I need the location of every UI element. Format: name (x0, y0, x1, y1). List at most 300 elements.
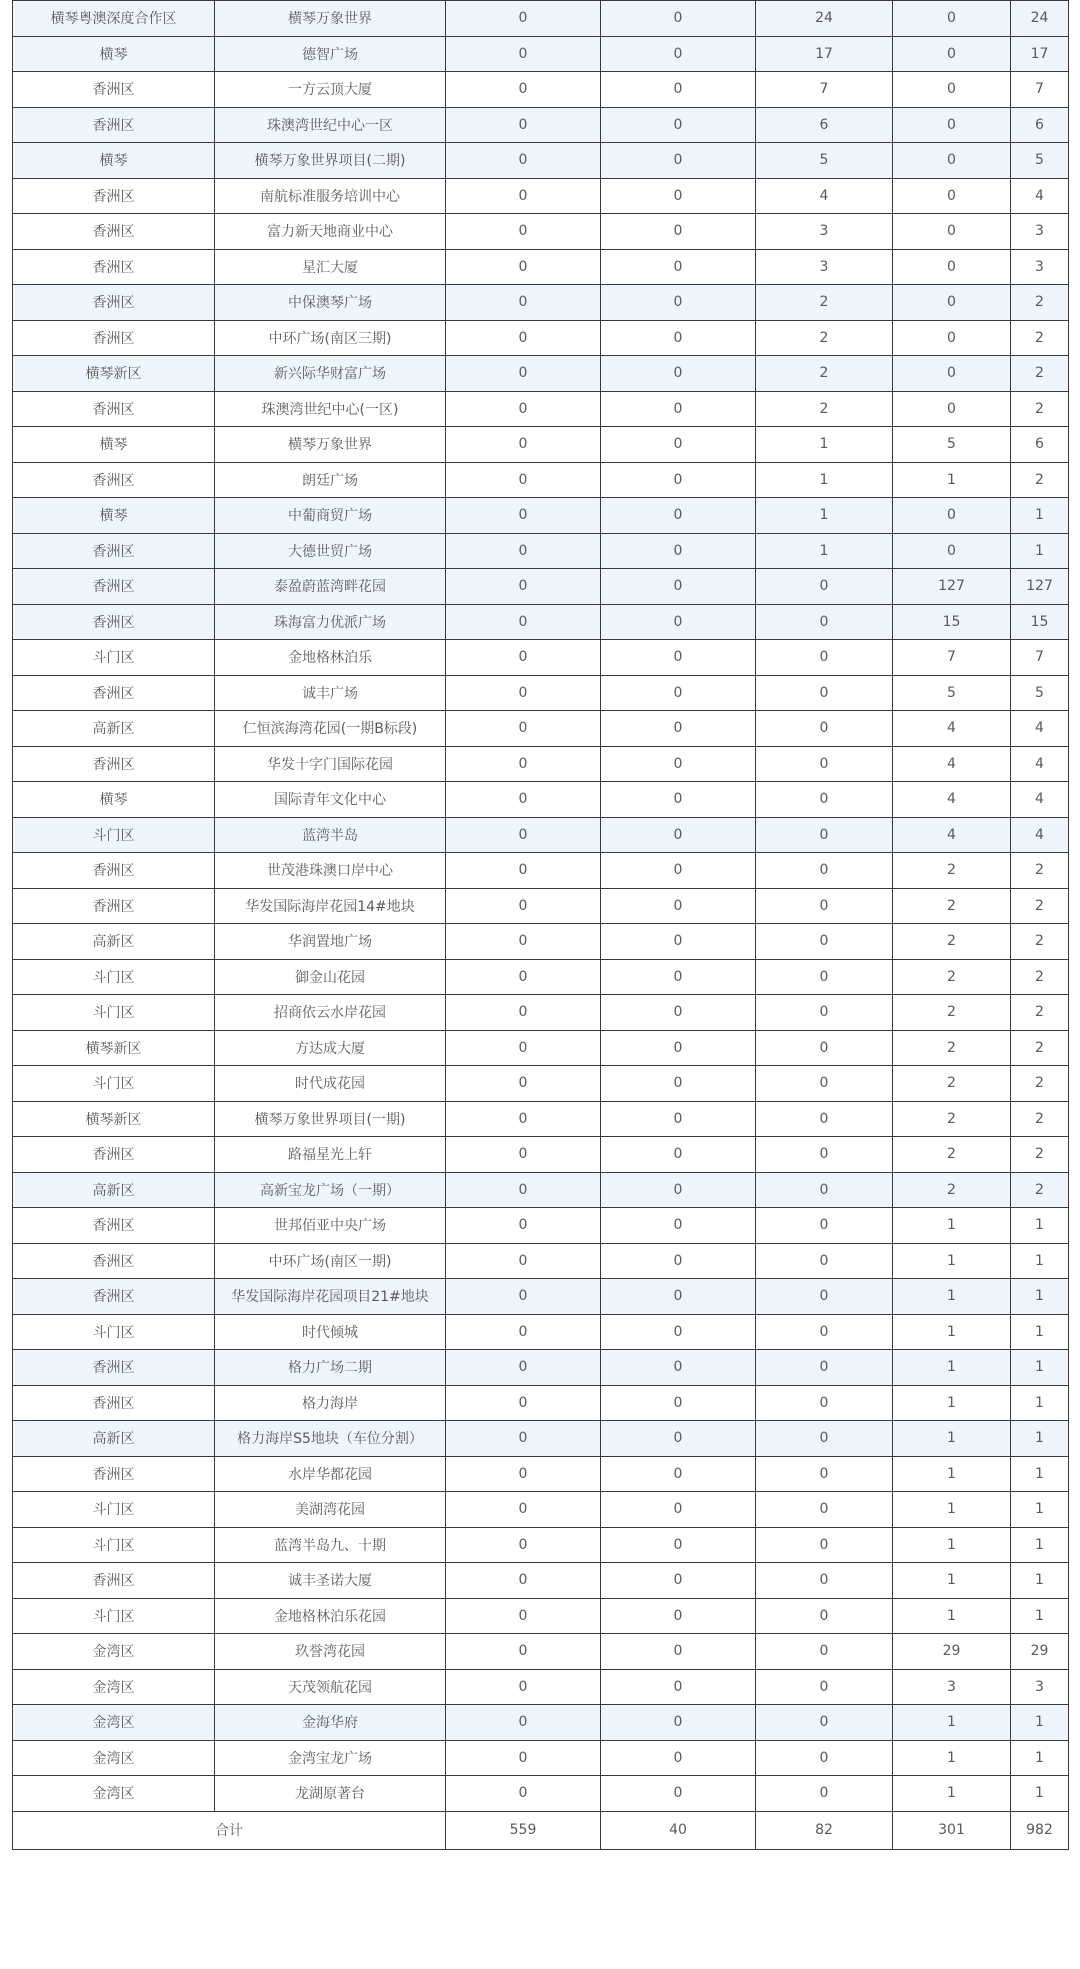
value-col-3-cell: 0 (756, 1705, 893, 1741)
table-row (13, 1598, 1069, 1634)
total-value-col-4-cell: 301 (893, 1811, 1011, 1849)
table-row (13, 817, 1069, 853)
value-col-3-cell: 0 (756, 1456, 893, 1492)
value-col-3-cell: 0 (756, 1208, 893, 1244)
value-col-3-cell: 0 (756, 924, 893, 960)
district-cell: 斗门区 (13, 1598, 215, 1634)
value-col-3-cell: 0 (756, 1101, 893, 1137)
project-cell: 格力广场二期 (215, 1350, 446, 1386)
table-row (13, 356, 1069, 392)
value-col-1-cell: 0 (446, 391, 601, 427)
value-col-5-cell: 1 (1011, 1527, 1069, 1563)
total-row (13, 1811, 1069, 1849)
district-cell: 横琴 (13, 498, 215, 534)
value-col-1-cell: 0 (446, 72, 601, 108)
value-col-4-cell: 127 (893, 569, 1011, 605)
value-col-3-cell: 0 (756, 1740, 893, 1776)
value-col-1-cell: 0 (446, 1243, 601, 1279)
district-cell: 香洲区 (13, 675, 215, 711)
district-cell: 横琴 (13, 782, 215, 818)
project-cell: 世邦佰亚中央广场 (215, 1208, 446, 1244)
value-col-3-cell: 0 (756, 995, 893, 1031)
value-col-3-cell: 1 (756, 533, 893, 569)
table-row (13, 1492, 1069, 1528)
project-cell: 南航标准服务培训中心 (215, 178, 446, 214)
value-col-1-cell: 0 (446, 1705, 601, 1741)
value-col-2-cell: 0 (601, 1208, 756, 1244)
value-col-5-cell: 2 (1011, 1137, 1069, 1173)
project-cell: 华发国际海岸花园项目21#地块 (215, 1279, 446, 1315)
district-cell: 香洲区 (13, 1563, 215, 1599)
value-col-3-cell: 0 (756, 1385, 893, 1421)
value-col-2-cell: 0 (601, 1776, 756, 1812)
value-col-4-cell: 2 (893, 888, 1011, 924)
value-col-4-cell: 5 (893, 675, 1011, 711)
value-col-3-cell: 0 (756, 1243, 893, 1279)
value-col-1-cell: 0 (446, 1740, 601, 1776)
table-row (13, 1172, 1069, 1208)
district-cell: 金湾区 (13, 1669, 215, 1705)
value-col-1-cell: 0 (446, 569, 601, 605)
district-cell: 斗门区 (13, 995, 215, 1031)
project-cell: 华发国际海岸花园14#地块 (215, 888, 446, 924)
value-col-1-cell: 0 (446, 746, 601, 782)
value-col-3-cell: 0 (756, 1421, 893, 1457)
table-row (13, 1030, 1069, 1066)
value-col-2-cell: 0 (601, 36, 756, 72)
project-cell: 仁恒滨海湾花园(一期B标段) (215, 711, 446, 747)
value-col-1-cell: 0 (446, 1208, 601, 1244)
value-col-1-cell: 0 (446, 178, 601, 214)
value-col-3-cell: 7 (756, 72, 893, 108)
value-col-4-cell: 1 (893, 1456, 1011, 1492)
value-col-1-cell: 0 (446, 1030, 601, 1066)
value-col-2-cell: 0 (601, 1421, 756, 1457)
value-col-4-cell: 1 (893, 462, 1011, 498)
value-col-4-cell: 2 (893, 959, 1011, 995)
value-col-2-cell: 0 (601, 888, 756, 924)
project-cell: 格力海岸S5地块（车位分割） (215, 1421, 446, 1457)
table-row (13, 249, 1069, 285)
value-col-5-cell: 2 (1011, 959, 1069, 995)
project-cell: 金地格林泊乐 (215, 640, 446, 676)
value-col-2-cell: 0 (601, 959, 756, 995)
project-cell: 一方云顶大厦 (215, 72, 446, 108)
district-cell: 香洲区 (13, 249, 215, 285)
project-cell: 时代倾城 (215, 1314, 446, 1350)
value-col-2-cell: 0 (601, 427, 756, 463)
value-col-4-cell: 7 (893, 640, 1011, 676)
table-row (13, 1705, 1069, 1741)
value-col-1-cell: 0 (446, 1776, 601, 1812)
value-col-1-cell: 0 (446, 107, 601, 143)
district-cell: 斗门区 (13, 640, 215, 676)
value-col-5-cell: 2 (1011, 1030, 1069, 1066)
table-row (13, 320, 1069, 356)
value-col-2-cell: 0 (601, 1598, 756, 1634)
value-col-1-cell: 0 (446, 320, 601, 356)
project-cell: 美湖湾花园 (215, 1492, 446, 1528)
value-col-2-cell: 0 (601, 1314, 756, 1350)
project-cell: 横琴万象世界项目(一期) (215, 1101, 446, 1137)
value-col-4-cell: 0 (893, 533, 1011, 569)
value-col-1-cell: 0 (446, 36, 601, 72)
value-col-3-cell: 0 (756, 675, 893, 711)
table-row (13, 1350, 1069, 1386)
value-col-5-cell: 2 (1011, 995, 1069, 1031)
value-col-5-cell: 4 (1011, 711, 1069, 747)
value-col-5-cell: 7 (1011, 72, 1069, 108)
project-cell: 诚丰圣诺大厦 (215, 1563, 446, 1599)
value-col-4-cell: 2 (893, 853, 1011, 889)
value-col-5-cell: 1 (1011, 1385, 1069, 1421)
value-col-5-cell: 2 (1011, 853, 1069, 889)
project-cell: 中保澳琴广场 (215, 285, 446, 321)
value-col-3-cell: 0 (756, 604, 893, 640)
project-cell: 华发十字门国际花园 (215, 746, 446, 782)
district-cell: 斗门区 (13, 817, 215, 853)
value-col-2-cell: 0 (601, 1066, 756, 1102)
value-col-1-cell: 0 (446, 1421, 601, 1457)
project-cell: 蓝湾半岛九、十期 (215, 1527, 446, 1563)
value-col-3-cell: 0 (756, 853, 893, 889)
value-col-3-cell: 3 (756, 214, 893, 250)
project-cell: 高新宝龙广场（一期） (215, 1172, 446, 1208)
total-value-col-3-cell: 82 (756, 1811, 893, 1849)
value-col-4-cell: 5 (893, 427, 1011, 463)
value-col-1-cell: 0 (446, 1563, 601, 1599)
value-col-3-cell: 0 (756, 640, 893, 676)
value-col-4-cell: 0 (893, 1, 1011, 37)
district-cell: 香洲区 (13, 462, 215, 498)
table-row (13, 1456, 1069, 1492)
project-cell: 路福星光上轩 (215, 1137, 446, 1173)
value-col-2-cell: 0 (601, 356, 756, 392)
project-cell: 泰盈蔚蓝湾畔花园 (215, 569, 446, 605)
value-col-4-cell: 4 (893, 817, 1011, 853)
project-cell: 大德世贸广场 (215, 533, 446, 569)
district-cell: 香洲区 (13, 391, 215, 427)
value-col-5-cell: 1 (1011, 1563, 1069, 1599)
project-cell: 华润置地广场 (215, 924, 446, 960)
district-cell: 横琴粤澳深度合作区 (13, 1, 215, 37)
value-col-3-cell: 2 (756, 320, 893, 356)
project-cell: 御金山花园 (215, 959, 446, 995)
district-cell: 香洲区 (13, 72, 215, 108)
table-row (13, 1421, 1069, 1457)
value-col-4-cell: 0 (893, 356, 1011, 392)
value-col-1-cell: 0 (446, 1066, 601, 1102)
table-row (13, 569, 1069, 605)
value-col-5-cell: 1 (1011, 533, 1069, 569)
table-row (13, 782, 1069, 818)
district-cell: 金湾区 (13, 1740, 215, 1776)
value-col-4-cell: 2 (893, 1137, 1011, 1173)
project-cell: 中葡商贸广场 (215, 498, 446, 534)
table-row (13, 178, 1069, 214)
value-col-5-cell: 7 (1011, 640, 1069, 676)
value-col-1-cell: 0 (446, 249, 601, 285)
value-col-1-cell: 0 (446, 1137, 601, 1173)
value-col-1-cell: 0 (446, 1456, 601, 1492)
table-row (13, 427, 1069, 463)
value-col-4-cell: 1 (893, 1527, 1011, 1563)
value-col-3-cell: 0 (756, 1066, 893, 1102)
value-col-5-cell: 2 (1011, 320, 1069, 356)
project-cell: 国际青年文化中心 (215, 782, 446, 818)
project-cell: 天茂领航花园 (215, 1669, 446, 1705)
total-value-col-2-cell: 40 (601, 1811, 756, 1849)
table-row (13, 640, 1069, 676)
value-col-3-cell: 0 (756, 1350, 893, 1386)
project-cell: 金湾宝龙广场 (215, 1740, 446, 1776)
project-cell: 方达成大厦 (215, 1030, 446, 1066)
value-col-2-cell: 0 (601, 782, 756, 818)
project-cell: 中环广场(南区三期) (215, 320, 446, 356)
value-col-1-cell: 0 (446, 462, 601, 498)
value-col-2-cell: 0 (601, 604, 756, 640)
value-col-5-cell: 3 (1011, 214, 1069, 250)
value-col-5-cell: 29 (1011, 1634, 1069, 1670)
value-col-2-cell: 0 (601, 995, 756, 1031)
value-col-4-cell: 3 (893, 1669, 1011, 1705)
value-col-5-cell: 6 (1011, 427, 1069, 463)
data-sheet (12, 0, 1068, 1850)
value-col-5-cell: 2 (1011, 1101, 1069, 1137)
value-col-4-cell: 0 (893, 498, 1011, 534)
project-cell: 诚丰广场 (215, 675, 446, 711)
value-col-4-cell: 1 (893, 1776, 1011, 1812)
value-col-4-cell: 1 (893, 1314, 1011, 1350)
value-col-4-cell: 0 (893, 107, 1011, 143)
value-col-3-cell: 2 (756, 391, 893, 427)
value-col-2-cell: 0 (601, 285, 756, 321)
value-col-2-cell: 0 (601, 320, 756, 356)
table-row (13, 1527, 1069, 1563)
district-cell: 高新区 (13, 1421, 215, 1457)
table-row (13, 675, 1069, 711)
district-cell: 香洲区 (13, 853, 215, 889)
project-cell: 珠海富力优派广场 (215, 604, 446, 640)
table-row (13, 1740, 1069, 1776)
table-row (13, 72, 1069, 108)
table-row (13, 214, 1069, 250)
value-col-4-cell: 2 (893, 995, 1011, 1031)
table-row (13, 462, 1069, 498)
value-col-4-cell: 0 (893, 143, 1011, 179)
value-col-2-cell: 0 (601, 1350, 756, 1386)
value-col-1-cell: 0 (446, 498, 601, 534)
table-row (13, 746, 1069, 782)
value-col-4-cell: 1 (893, 1740, 1011, 1776)
district-cell: 横琴新区 (13, 1101, 215, 1137)
value-col-2-cell: 0 (601, 1563, 756, 1599)
value-col-4-cell: 0 (893, 214, 1011, 250)
value-col-2-cell: 0 (601, 178, 756, 214)
value-col-5-cell: 2 (1011, 888, 1069, 924)
project-cell: 珠澳湾世纪中心(一区) (215, 391, 446, 427)
value-col-1-cell: 0 (446, 1492, 601, 1528)
value-col-3-cell: 0 (756, 711, 893, 747)
value-col-5-cell: 1 (1011, 1314, 1069, 1350)
value-col-5-cell: 2 (1011, 1066, 1069, 1102)
value-col-5-cell: 1 (1011, 1776, 1069, 1812)
value-col-3-cell: 0 (756, 569, 893, 605)
value-col-4-cell: 1 (893, 1421, 1011, 1457)
value-col-2-cell: 0 (601, 817, 756, 853)
total-value-col-5-cell: 982 (1011, 1811, 1069, 1849)
district-cell: 斗门区 (13, 1066, 215, 1102)
table-row (13, 143, 1069, 179)
value-col-5-cell: 127 (1011, 569, 1069, 605)
value-col-4-cell: 1 (893, 1385, 1011, 1421)
value-col-1-cell: 0 (446, 1385, 601, 1421)
table-row (13, 1066, 1069, 1102)
district-cell: 香洲区 (13, 320, 215, 356)
value-col-5-cell: 1 (1011, 1456, 1069, 1492)
value-col-2-cell: 0 (601, 1243, 756, 1279)
value-col-2-cell: 0 (601, 1492, 756, 1528)
value-col-5-cell: 1 (1011, 1740, 1069, 1776)
value-col-5-cell: 17 (1011, 36, 1069, 72)
district-cell: 香洲区 (13, 1279, 215, 1315)
value-col-2-cell: 0 (601, 853, 756, 889)
value-col-4-cell: 1 (893, 1563, 1011, 1599)
value-col-2-cell: 0 (601, 107, 756, 143)
table-row (13, 1314, 1069, 1350)
project-cell: 时代成花园 (215, 1066, 446, 1102)
district-cell: 香洲区 (13, 888, 215, 924)
value-col-2-cell: 0 (601, 1634, 756, 1670)
district-cell: 金湾区 (13, 1705, 215, 1741)
value-col-5-cell: 2 (1011, 924, 1069, 960)
table-row (13, 924, 1069, 960)
value-col-3-cell: 2 (756, 285, 893, 321)
value-col-3-cell: 4 (756, 178, 893, 214)
value-col-1-cell: 0 (446, 1598, 601, 1634)
value-col-2-cell: 0 (601, 143, 756, 179)
value-col-5-cell: 1 (1011, 1598, 1069, 1634)
value-col-5-cell: 2 (1011, 462, 1069, 498)
table-body (13, 1, 1069, 1850)
table-row (13, 1137, 1069, 1173)
value-col-4-cell: 0 (893, 285, 1011, 321)
value-col-2-cell: 0 (601, 1705, 756, 1741)
project-cell: 水岸华都花园 (215, 1456, 446, 1492)
district-cell: 香洲区 (13, 746, 215, 782)
value-col-1-cell: 0 (446, 285, 601, 321)
value-col-2-cell: 0 (601, 214, 756, 250)
value-col-1-cell: 0 (446, 817, 601, 853)
value-col-2-cell: 0 (601, 498, 756, 534)
value-col-4-cell: 29 (893, 1634, 1011, 1670)
value-col-3-cell: 3 (756, 249, 893, 285)
district-cell: 香洲区 (13, 107, 215, 143)
table-row (13, 1101, 1069, 1137)
value-col-1-cell: 0 (446, 995, 601, 1031)
table-row (13, 711, 1069, 747)
table-row (13, 888, 1069, 924)
district-cell: 横琴新区 (13, 1030, 215, 1066)
project-cell: 星汇大厦 (215, 249, 446, 285)
value-col-2-cell: 0 (601, 1669, 756, 1705)
value-col-5-cell: 1 (1011, 1705, 1069, 1741)
table-row (13, 36, 1069, 72)
value-col-4-cell: 0 (893, 391, 1011, 427)
table-row (13, 853, 1069, 889)
value-col-2-cell: 0 (601, 640, 756, 676)
value-col-5-cell: 4 (1011, 817, 1069, 853)
value-col-4-cell: 1 (893, 1243, 1011, 1279)
value-col-1-cell: 0 (446, 533, 601, 569)
value-col-4-cell: 1 (893, 1208, 1011, 1244)
value-col-1-cell: 0 (446, 1172, 601, 1208)
total-value-col-1-cell: 559 (446, 1811, 601, 1849)
value-col-1-cell: 0 (446, 1101, 601, 1137)
value-col-3-cell: 1 (756, 462, 893, 498)
district-cell: 香洲区 (13, 214, 215, 250)
value-col-1-cell: 0 (446, 604, 601, 640)
value-col-5-cell: 2 (1011, 391, 1069, 427)
value-col-2-cell: 0 (601, 924, 756, 960)
table-row (13, 995, 1069, 1031)
value-col-5-cell: 2 (1011, 285, 1069, 321)
value-col-4-cell: 1 (893, 1492, 1011, 1528)
value-col-5-cell: 5 (1011, 143, 1069, 179)
table-row (13, 498, 1069, 534)
district-cell: 香洲区 (13, 1456, 215, 1492)
value-col-4-cell: 0 (893, 249, 1011, 285)
value-col-4-cell: 0 (893, 320, 1011, 356)
value-col-2-cell: 0 (601, 391, 756, 427)
value-col-4-cell: 4 (893, 746, 1011, 782)
value-col-3-cell: 0 (756, 1563, 893, 1599)
value-col-5-cell: 3 (1011, 249, 1069, 285)
value-col-4-cell: 4 (893, 711, 1011, 747)
value-col-4-cell: 0 (893, 36, 1011, 72)
value-col-3-cell: 1 (756, 427, 893, 463)
value-col-2-cell: 0 (601, 1740, 756, 1776)
value-col-1-cell: 0 (446, 675, 601, 711)
value-col-1-cell: 0 (446, 1314, 601, 1350)
value-col-3-cell: 0 (756, 1598, 893, 1634)
value-col-4-cell: 0 (893, 178, 1011, 214)
district-cell: 斗门区 (13, 1527, 215, 1563)
value-col-3-cell: 0 (756, 1634, 893, 1670)
value-col-2-cell: 0 (601, 1137, 756, 1173)
district-cell: 横琴 (13, 143, 215, 179)
project-cell: 富力新天地商业中心 (215, 214, 446, 250)
project-cell: 横琴万象世界项目(二期) (215, 143, 446, 179)
value-col-5-cell: 4 (1011, 746, 1069, 782)
value-col-3-cell: 0 (756, 782, 893, 818)
district-cell: 横琴 (13, 427, 215, 463)
value-col-5-cell: 1 (1011, 1208, 1069, 1244)
project-cell: 金地格林泊乐花园 (215, 1598, 446, 1634)
value-col-3-cell: 17 (756, 36, 893, 72)
district-cell: 香洲区 (13, 178, 215, 214)
value-col-4-cell: 2 (893, 1066, 1011, 1102)
data-table (12, 0, 1069, 1850)
value-col-5-cell: 15 (1011, 604, 1069, 640)
table-row (13, 1776, 1069, 1812)
value-col-4-cell: 0 (893, 72, 1011, 108)
value-col-4-cell: 2 (893, 924, 1011, 960)
value-col-2-cell: 0 (601, 746, 756, 782)
value-col-1-cell: 0 (446, 782, 601, 818)
value-col-3-cell: 6 (756, 107, 893, 143)
project-cell: 新兴际华财富广场 (215, 356, 446, 392)
